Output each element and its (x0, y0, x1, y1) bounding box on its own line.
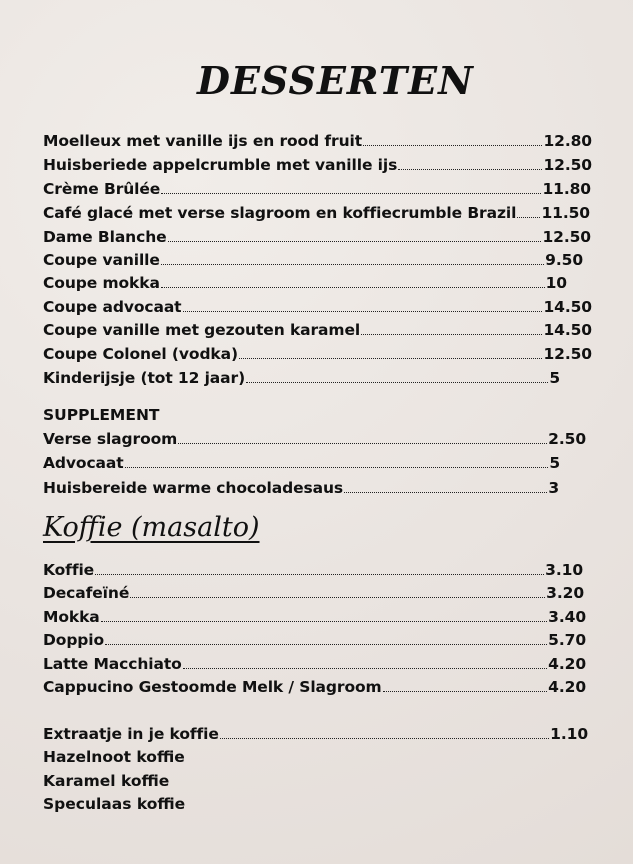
menu-item (43, 321, 592, 343)
item-name: Dame Blanche (43, 228, 167, 246)
extra-item: Hazelnoot koffie (43, 748, 185, 766)
extra-item: Speculaas koffie (43, 795, 186, 813)
item-price: 2.50 (548, 430, 586, 448)
item-price: 3.40 (548, 608, 586, 626)
menu-item (43, 678, 586, 700)
item-name: Cappucino Gestoomde Melk / Slagroom (43, 678, 382, 696)
item-price: 12.50 (543, 345, 592, 363)
menu-item (43, 454, 560, 476)
menu-item (43, 228, 591, 250)
menu-item (43, 180, 591, 202)
item-price: 9.50 (545, 251, 583, 269)
item-name: Latte Macchiato (43, 655, 182, 673)
item-name: Coupe advocaat (43, 298, 182, 316)
leader-dots (383, 690, 548, 692)
item-name: Advocaat (43, 454, 124, 472)
menu-item (43, 631, 586, 653)
leader-dots (183, 310, 543, 312)
item-price: 3.10 (545, 561, 583, 579)
leader-dots (161, 263, 544, 265)
item-price: 4.20 (548, 678, 586, 696)
menu-item (43, 608, 586, 630)
item-price: 5 (549, 454, 560, 472)
item-price: 3.20 (546, 584, 584, 602)
menu-item (43, 156, 592, 178)
item-name: Coupe vanille (43, 251, 160, 269)
leader-dots (161, 286, 545, 288)
item-price: 10 (545, 274, 567, 292)
menu-item (43, 298, 592, 320)
item-price: 1.10 (550, 725, 588, 743)
leader-dots (95, 573, 544, 575)
item-price: 12.80 (543, 132, 592, 150)
leader-dots (344, 491, 547, 493)
leader-dots (246, 381, 548, 383)
leader-dots (363, 144, 542, 146)
leader-dots (178, 442, 547, 444)
menu-item (43, 251, 583, 273)
leader-dots (183, 667, 547, 669)
item-price: 11.50 (541, 204, 590, 222)
leader-dots (130, 596, 545, 598)
leader-dots (220, 737, 549, 739)
leader-dots (101, 620, 548, 622)
item-price: 5.70 (548, 631, 586, 649)
item-name: Crème Brûlée (43, 180, 161, 198)
item-name: Kinderijsje (tot 12 jaar) (43, 369, 246, 387)
menu-item (43, 479, 559, 501)
menu-item (43, 132, 592, 154)
menu-item (43, 561, 583, 583)
item-name: Coupe vanille met gezouten karamel (43, 321, 361, 339)
item-name: Verse slagroom (43, 430, 178, 448)
item-price: 3 (548, 479, 559, 497)
item-price: 4.20 (548, 655, 586, 673)
coffee-title: Koffie (masalto) (43, 512, 260, 543)
item-name: Mokka (43, 608, 100, 626)
leader-dots (239, 357, 542, 359)
menu-item (43, 204, 590, 226)
leader-dots (105, 643, 547, 645)
menu-item (43, 430, 586, 452)
desserts-title: DESSERTEN (197, 58, 474, 103)
leader-dots (168, 240, 542, 242)
item-name: Decafeïné (43, 584, 130, 602)
item-name: Extraatje in je koffie (43, 725, 219, 743)
item-name: Huisbereide warme chocoladesaus (43, 479, 344, 497)
supplement-heading: SUPPLEMENT (43, 406, 160, 424)
leader-dots (161, 192, 541, 194)
menu-item (43, 584, 584, 606)
item-name: Huisberiede appelcrumble met vanille ijs (43, 156, 398, 174)
item-name: Coupe Colonel (vodka) (43, 345, 238, 363)
menu-item (43, 655, 586, 677)
item-price: 14.50 (543, 298, 592, 316)
menu-item (43, 345, 592, 367)
menu-item (43, 369, 560, 391)
item-price: 12.50 (543, 156, 592, 174)
item-name: Doppio (43, 631, 105, 649)
menu-item (43, 274, 567, 296)
item-price: 14.50 (543, 321, 592, 339)
leader-dots (517, 216, 540, 218)
item-name: Koffie (43, 561, 95, 579)
menu-item (43, 725, 588, 747)
leader-dots (361, 333, 542, 335)
item-price: 5 (549, 369, 560, 387)
item-name: Moelleux met vanille ijs en rood fruit (43, 132, 363, 150)
item-price: 11.80 (542, 180, 591, 198)
extra-item: Karamel koffie (43, 772, 170, 790)
leader-dots (125, 466, 549, 468)
item-price: 12.50 (542, 228, 591, 246)
leader-dots (398, 168, 542, 170)
item-name: Coupe mokka (43, 274, 160, 292)
item-name: Café glacé met verse slagroom en koffiecrumble Brazil (43, 204, 517, 222)
